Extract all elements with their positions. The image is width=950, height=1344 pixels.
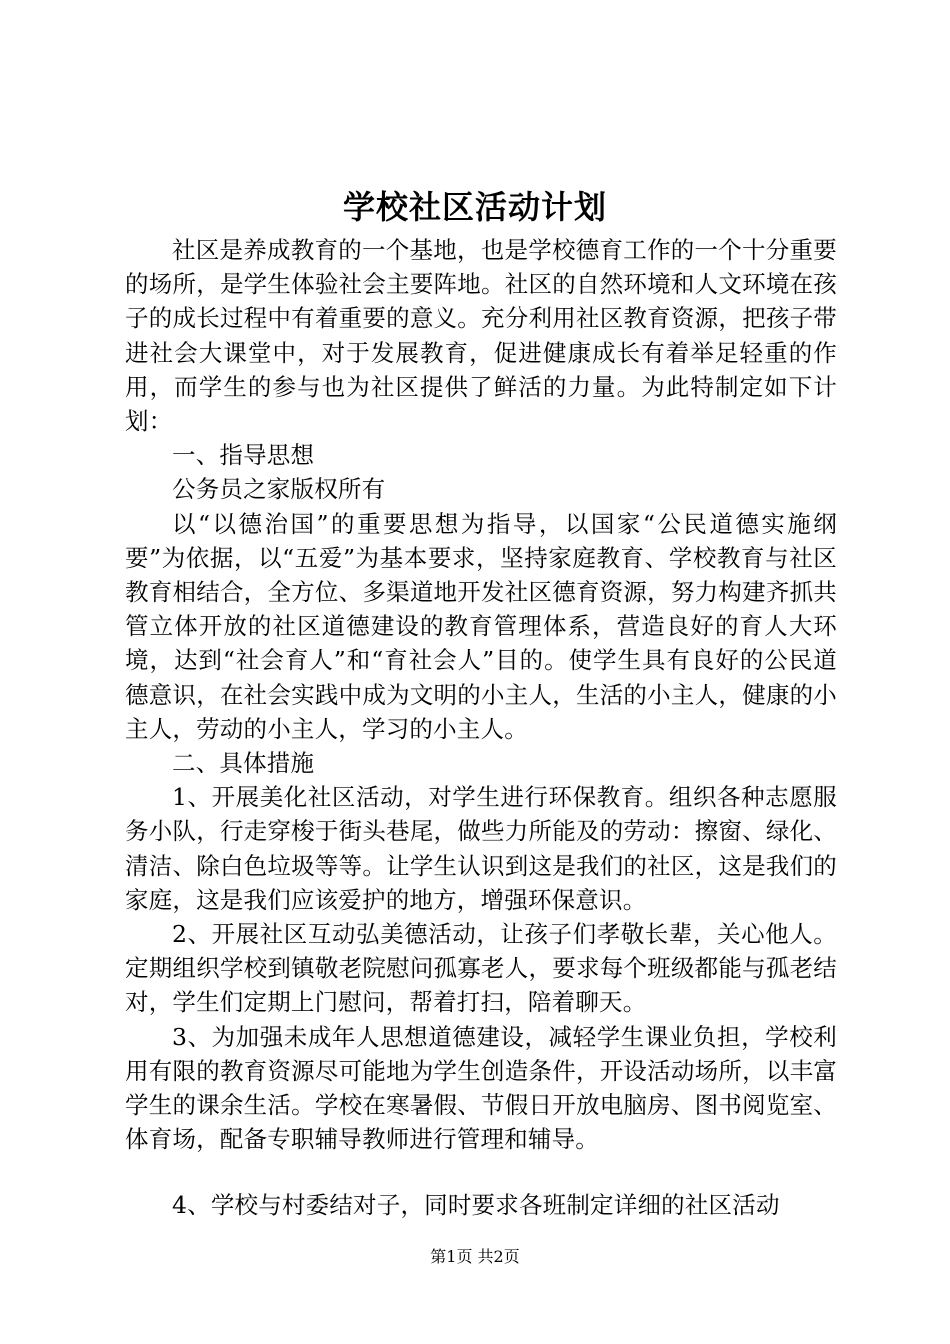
page-footer: 第1页 共2页 [430,1247,520,1266]
paragraph-measure-1: 1、开展美化社区活动，对学生进行环保教育。组织各种志愿服务小队，行走穿梭于街头巷尾，做些力所能及的劳动：擦窗、绿化、清洁、除白色垃圾等等。让学生认识到这是我们的社区，这是我们的家庭，这是我们应该爱护的地方，增强环保意识。 [125,783,837,914]
paragraph-guiding-ideology: 以“以德治国”的重要思想为指导，以国家“公民道德实施纲要”为依据，以“五爱”为基本要求，坚持家庭教育、学校教育与社区教育相结合，全方位、多渠道地开发社区德育资源，努力构建齐抓共管立体开放的社区道德建设的教育管理体系，营造良好的育人大环境，达到“社会育人”和“育社会人”目的。使学生具有良好的公民道德意识，在社会实践中成为文明的小主人，生活的小主人，健康的小主人，劳动的小主人，学习的小主人。 [125,509,837,743]
paragraph-measure-3: 3、为加强未成年人思想道德建设，减轻学生课业负担，学校利用有限的教育资源尽可能地为学生创造条件，开设活动场所，以丰富学生的课余生活。学校在寒暑假、节假日开放电脑房、图书阅览室、体育场，配备专职辅导教师进行管理和辅导。 [125,1022,837,1154]
section-heading-guiding-ideology: 一、指导思想 [172,441,315,470]
paragraph-intro: 社区是养成教育的一个基地，也是学校德育工作的一个十分重要的场所，是学生体验社会主要阵地。社区的自然环境和人文环境在孩子的成长过程中有着重要的意义。充分利用社区教育资源，把孩子带进社会大课堂中，对于发展教育，促进健康成长有着举足轻重的作用，而学生的参与也为社区提供了鲜活的力量。为此特制定如下计划： [125,236,837,436]
paragraph-measure-4: 4、学校与村委结对子，同时要求各班制定详细的社区活动 [172,1191,780,1220]
section-heading-measures: 二、具体措施 [172,749,315,778]
document-body [125,233,837,1223]
paragraph-measure-2: 2、开展社区互动弘美德活动，让孩子们孝敬长辈，关心他人。定期组织学校到镇敬老院慰问孤寡老人，要求每个班级都能与孤老结对，学生们定期上门慰问，帮着打扫，陪着聊天。 [125,920,837,1017]
document-title: 学校社区活动计划 [342,188,607,226]
copyright-line: 公务员之家版权所有 [172,475,386,504]
